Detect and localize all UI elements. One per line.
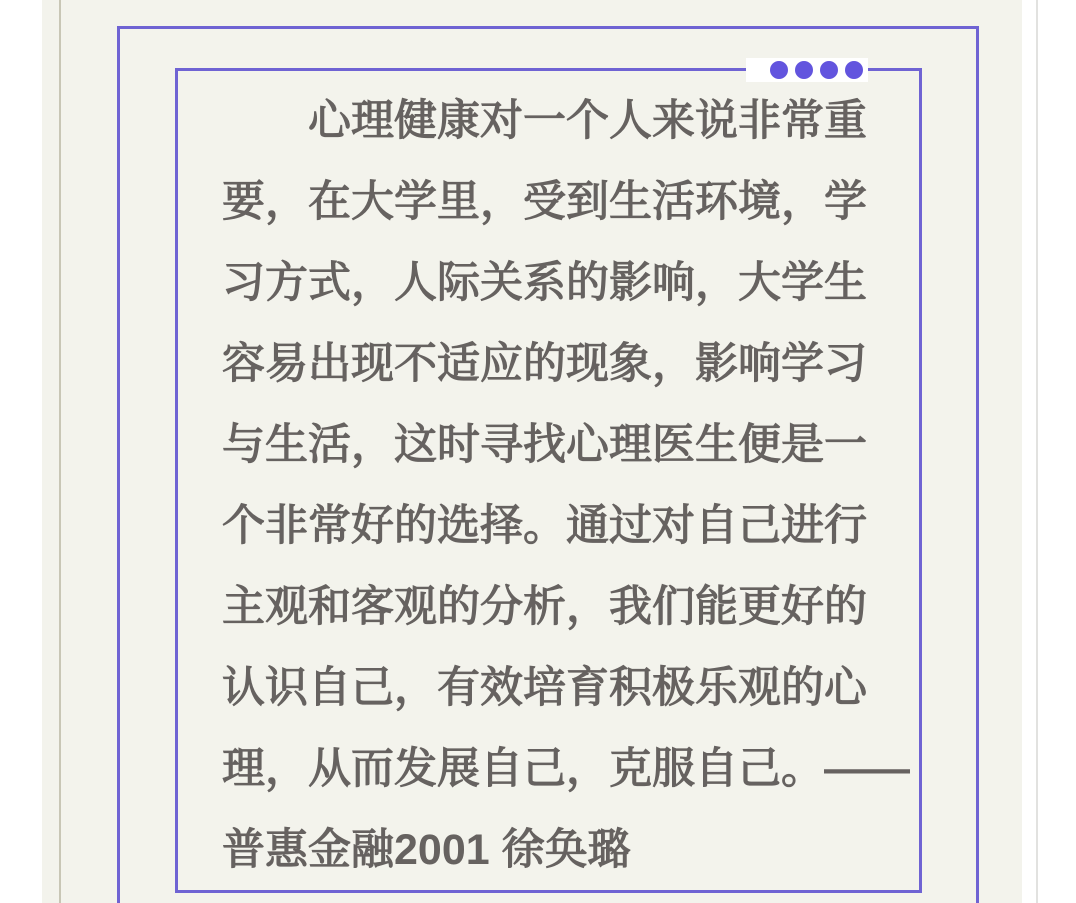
article-text: [178, 71, 919, 899]
article-line: 认识自己，有效培育积极乐观的心: [222, 664, 867, 712]
article-line: 容易出现不适应的现象，影响学习: [222, 340, 867, 388]
article-line: 习方式，人际关系的影响，大学生: [222, 259, 867, 307]
article-line: 心理健康对一个人来说非常重: [308, 97, 867, 145]
article-line: 要，在大学里，受到生活环境，学: [222, 178, 867, 226]
right-divider-line: [1036, 0, 1038, 903]
article-line: 个非常好的选择。通过对自己进行: [222, 502, 867, 550]
article-line: 主观和客观的分析，我们能更好的: [222, 583, 867, 631]
inner-border-frame: [175, 68, 922, 893]
article-line: 普惠金融2001 徐奂璐: [222, 826, 631, 874]
article-line: 理，从而发展自己，克服自己。——: [222, 745, 910, 793]
left-accent-line: [59, 0, 61, 903]
article-line: 与生活，这时寻找心理医生便是一: [222, 421, 867, 469]
outer-border-frame: [117, 26, 979, 903]
